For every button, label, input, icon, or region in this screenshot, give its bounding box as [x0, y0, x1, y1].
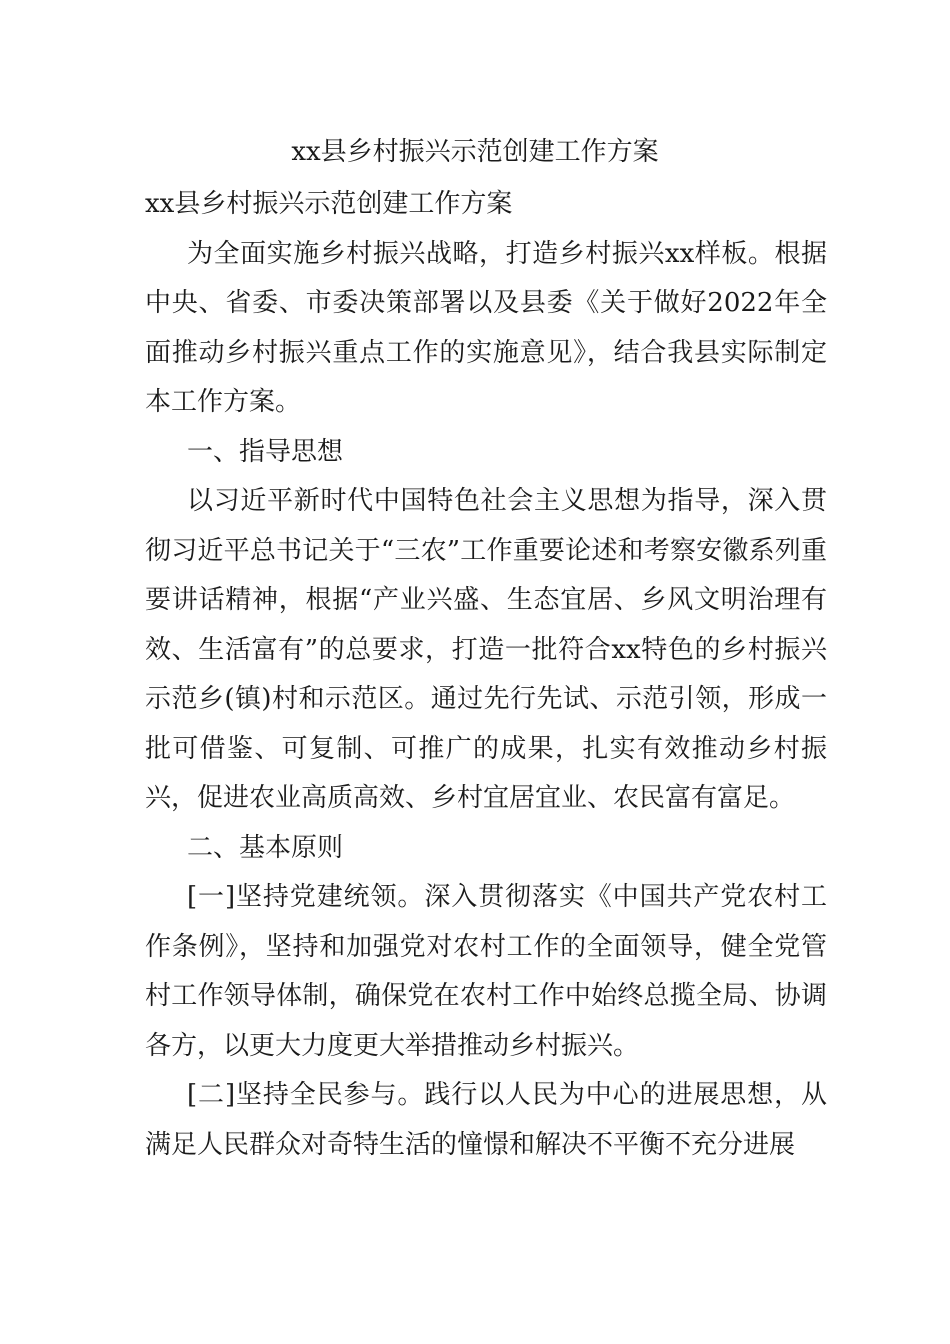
section-heading-basic-principles: 二、基本原则	[187, 832, 344, 863]
section-heading-guiding-ideology: 一、指导思想	[187, 436, 344, 467]
document-title: xx县乡村振兴示范创建工作方案	[291, 137, 659, 167]
document-subtitle: xx县乡村振兴示范创建工作方案	[145, 189, 513, 219]
guiding-ideology-paragraph: 以习近平新时代中国特色社会主义思想为指导，深入贯彻习近平总书记关于“三农”工作重要论述和考察安徽系列重要讲话精神，根据“产业兴盛、生态宜居、乡风文明治理有效、生活富有”的总要求，打造一批符合xx特色的乡村振兴示范乡(镇)村和示范区。通过先行先试、示范引领，形成一批可借鉴、可复制、可推广的成果，扎实有效推动乡村振兴，促进农业高质高效、乡村宜居宜业、农民富有富足。	[145, 486, 827, 813]
intro-paragraph: 为全面实施乡村振兴战略，打造乡村振兴xx样板。根据中央、省委、市委决策部署以及县委《关于做好2022年全面推动乡村振兴重点工作的实施意见》，结合我县实际制定本工作方案。	[145, 238, 827, 417]
principle-public-participation-paragraph: [二]坚持全民参与。践行以人民为中心的进展思想，从满足人民群众对奇特生活的憧憬和解决不平衡不充分进展	[145, 1080, 827, 1160]
principle-party-leadership-paragraph: [一]坚持党建统领。深入贯彻落实《中国共产党农村工作条例》，坚持和加强党对农村工作的全面领导，健全党管村工作领导体制，确保党在农村工作中始终总揽全局、协调各方，以更大力度更大举措推动乡村振兴。	[145, 882, 827, 1061]
document-body	[145, 180, 827, 1170]
